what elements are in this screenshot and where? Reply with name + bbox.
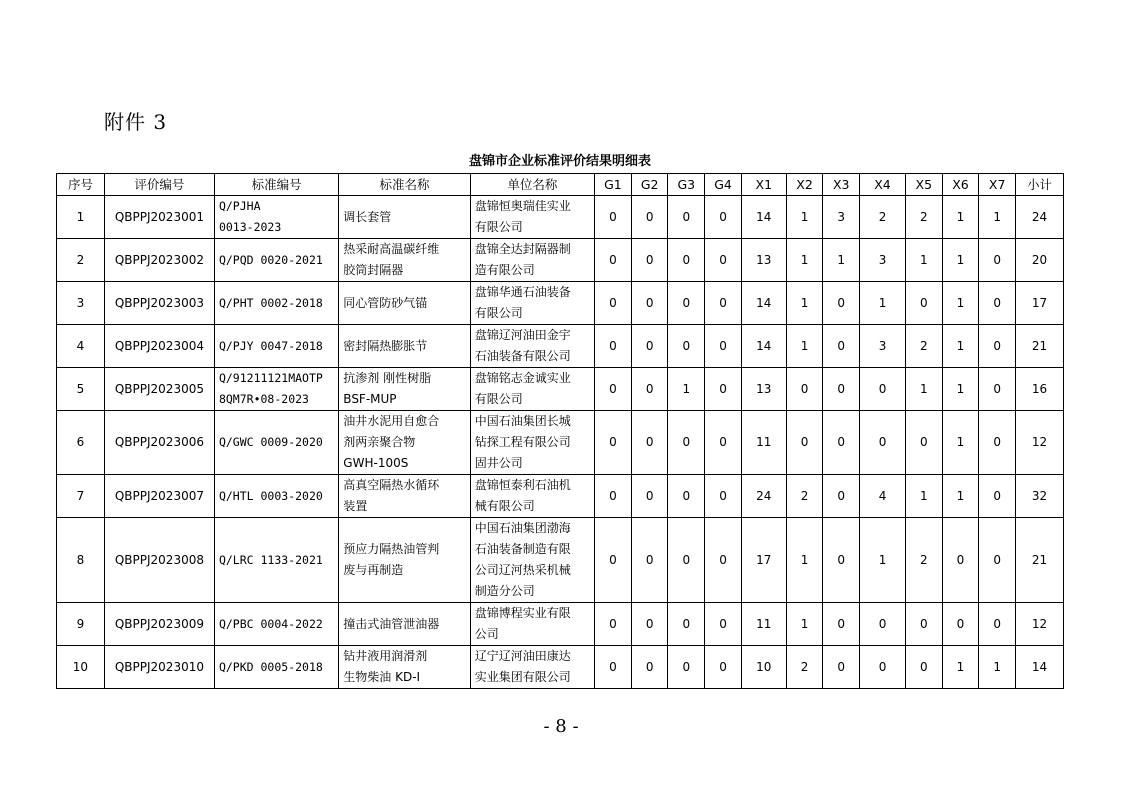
table-cell: [470, 603, 594, 646]
table-cell: [470, 411, 594, 475]
table-cell: 1: [942, 475, 979, 518]
cell-line: 生物柴油 KD-I: [343, 670, 421, 684]
table-cell: 0: [595, 196, 632, 239]
column-header: 标准名称: [339, 174, 470, 196]
table-cell: 13: [741, 368, 786, 411]
table-cell: 0: [823, 368, 860, 411]
column-header: G1: [595, 174, 632, 196]
table-cell: [339, 325, 470, 368]
table-cell: 0: [668, 646, 705, 689]
table-cell: QBPPJ2023010: [104, 646, 214, 689]
table-cell: QBPPJ2023007: [104, 475, 214, 518]
cell-line: BSF-MUP: [343, 392, 397, 406]
table-cell: 1: [942, 368, 979, 411]
table-cell: 1: [786, 603, 823, 646]
table-cell: [339, 282, 470, 325]
table-cell: 14: [741, 196, 786, 239]
table-cell: 1: [860, 282, 906, 325]
column-header: X4: [860, 174, 906, 196]
table-cell: 16: [1016, 368, 1064, 411]
table-cell: [470, 282, 594, 325]
column-header: X7: [979, 174, 1016, 196]
table-cell: 24: [1016, 196, 1064, 239]
table-cell: 0: [705, 196, 742, 239]
cell-line: 撞击式油管泄油器: [343, 616, 440, 631]
table-row: [57, 239, 1064, 282]
table-cell: 4: [860, 475, 906, 518]
table-cell: 1: [942, 646, 979, 689]
table-cell: 2: [786, 475, 823, 518]
table-cell: 0: [860, 368, 906, 411]
table-cell: 0: [905, 282, 942, 325]
table-cell: 21: [1016, 518, 1064, 603]
table-cell: 0: [979, 475, 1016, 518]
table-cell: [470, 518, 594, 603]
table-cell: [214, 325, 338, 368]
table-row: [57, 368, 1064, 411]
table-cell: 0: [595, 239, 632, 282]
table-cell: 0: [786, 411, 823, 475]
cell-line: 盘锦辽河油田金宇: [474, 328, 571, 342]
table-cell: 8: [57, 518, 105, 603]
table-cell: 1: [942, 196, 979, 239]
cell-line: 预应力隔热油管判: [343, 542, 440, 556]
table-cell: 0: [979, 518, 1016, 603]
table-cell: QBPPJ2023001: [104, 196, 214, 239]
table-cell: 0: [705, 368, 742, 411]
cell-line: 械有限公司: [474, 499, 535, 513]
table-cell: 0: [595, 368, 632, 411]
table-cell: 0: [979, 411, 1016, 475]
table-cell: [214, 475, 338, 518]
table-cell: [470, 196, 594, 239]
table-cell: 1: [668, 368, 705, 411]
table-cell: 2: [905, 325, 942, 368]
table-cell: QBPPJ2023005: [104, 368, 214, 411]
table-cell: [214, 518, 338, 603]
cell-line: 盘锦博程实业有限: [474, 606, 571, 620]
table-row: [57, 411, 1064, 475]
table-cell: 1: [905, 368, 942, 411]
table-cell: 1: [942, 325, 979, 368]
cell-line: Q/PJY 0047-2018: [218, 338, 323, 353]
table-cell: 7: [57, 475, 105, 518]
table-cell: 4: [57, 325, 105, 368]
table-cell: 2: [905, 196, 942, 239]
table-cell: QBPPJ2023002: [104, 239, 214, 282]
table-cell: 1: [823, 239, 860, 282]
table-cell: [214, 368, 338, 411]
table-cell: 0: [668, 518, 705, 603]
cell-line: 制造分公司: [474, 584, 535, 598]
cell-line: 钻探工程有限公司: [474, 435, 571, 449]
table-cell: 0: [668, 282, 705, 325]
table-cell: [339, 239, 470, 282]
table-cell: 0: [595, 282, 632, 325]
table-cell: 14: [1016, 646, 1064, 689]
table-cell: 0: [705, 411, 742, 475]
cell-line: 固井公司: [474, 456, 523, 470]
table-cell: [339, 603, 470, 646]
table-cell: 0: [595, 518, 632, 603]
table-cell: 1: [860, 518, 906, 603]
cell-line: 盘锦恒泰利石油机: [474, 478, 571, 492]
table-cell: 0: [823, 646, 860, 689]
table-cell: 0: [905, 646, 942, 689]
table-cell: 0: [668, 325, 705, 368]
column-header: X3: [823, 174, 860, 196]
table-cell: 0: [631, 368, 668, 411]
table-cell: 1: [979, 646, 1016, 689]
table-cell: 0: [631, 475, 668, 518]
column-header: 评价编号: [104, 174, 214, 196]
table-row: [57, 475, 1064, 518]
table-cell: QBPPJ2023003: [104, 282, 214, 325]
table-cell: 0: [823, 411, 860, 475]
table-cell: [470, 239, 594, 282]
cell-line: 有限公司: [474, 220, 523, 234]
table-cell: QBPPJ2023009: [104, 603, 214, 646]
cell-line: Q/LRC 1133-2021: [218, 552, 323, 567]
cell-line: 8QM7R•08-2023: [218, 392, 309, 406]
table-cell: 0: [595, 411, 632, 475]
cell-line: 钻井液用润滑剂: [343, 649, 428, 663]
table-cell: 0: [668, 196, 705, 239]
table-cell: [214, 646, 338, 689]
table-cell: 6: [57, 411, 105, 475]
table-cell: 3: [57, 282, 105, 325]
table-cell: 2: [57, 239, 105, 282]
cell-line: 石油装备制造有限: [474, 542, 571, 556]
table-cell: 0: [979, 368, 1016, 411]
table-cell: 0: [668, 239, 705, 282]
table-cell: 9: [57, 603, 105, 646]
table-cell: QBPPJ2023004: [104, 325, 214, 368]
cell-line: GWH-100S: [343, 456, 409, 470]
table-cell: 0: [631, 646, 668, 689]
table-cell: 1: [942, 411, 979, 475]
cell-line: 高真空隔热水循环: [343, 478, 440, 492]
cell-line: 剂两亲聚合物: [343, 435, 416, 449]
table-cell: [339, 646, 470, 689]
table-cell: 0: [860, 646, 906, 689]
cell-line: 公司: [474, 627, 499, 641]
table-cell: 1: [786, 196, 823, 239]
table-cell: [470, 646, 594, 689]
cell-line: Q/GWC 0009-2020: [218, 435, 323, 449]
cell-line: 石油装备有限公司: [474, 349, 571, 363]
table-cell: 1: [786, 518, 823, 603]
table-cell: 2: [860, 196, 906, 239]
table-cell: 0: [823, 325, 860, 368]
table-row: [57, 646, 1064, 689]
table-cell: 0: [905, 411, 942, 475]
cell-line: Q/PHT 0002-2018: [218, 295, 323, 310]
cell-line: 中国石油集团渤海: [474, 521, 571, 535]
table-cell: 12: [1016, 411, 1064, 475]
cell-line: 油井水泥用自愈合: [343, 414, 440, 428]
cell-line: Q/91211121MAOTP: [218, 371, 323, 385]
table-cell: 2: [905, 518, 942, 603]
table-cell: 0: [705, 282, 742, 325]
table-cell: [339, 518, 470, 603]
table-cell: 0: [942, 603, 979, 646]
cell-line: 盘锦铭志金诚实业: [474, 371, 571, 385]
table-cell: QBPPJ2023006: [104, 411, 214, 475]
table-cell: 1: [905, 475, 942, 518]
table-cell: QBPPJ2023008: [104, 518, 214, 603]
table-cell: 0: [942, 518, 979, 603]
table-cell: [214, 603, 338, 646]
table-cell: 0: [823, 518, 860, 603]
column-header: G3: [668, 174, 705, 196]
table-cell: 17: [1016, 282, 1064, 325]
table-cell: 1: [786, 325, 823, 368]
evaluation-results-table: [56, 173, 1064, 689]
table-cell: 0: [631, 411, 668, 475]
cell-line: 有限公司: [474, 306, 523, 320]
table-cell: 0: [631, 239, 668, 282]
table-cell: [339, 475, 470, 518]
table-cell: 1: [942, 282, 979, 325]
column-header: G4: [705, 174, 742, 196]
table-cell: 11: [741, 411, 786, 475]
column-header: X5: [905, 174, 942, 196]
table-cell: 32: [1016, 475, 1064, 518]
table-cell: 0: [823, 282, 860, 325]
table-cell: 0: [705, 475, 742, 518]
table-cell: 0: [979, 603, 1016, 646]
cell-line: 造有限公司: [474, 263, 535, 277]
table-row: [57, 325, 1064, 368]
table-cell: 0: [668, 475, 705, 518]
table-cell: 1: [979, 196, 1016, 239]
table-cell: 17: [741, 518, 786, 603]
table-cell: 0: [823, 603, 860, 646]
table-title: 盘锦市企业标准评价结果明细表: [468, 154, 651, 169]
table-row: [57, 518, 1064, 603]
table-cell: 14: [741, 325, 786, 368]
cell-line: 同心管防砂气锚: [343, 295, 428, 310]
cell-line: Q/PKD 0005-2018: [218, 659, 323, 674]
cell-line: 盘锦恒奥瑞佳实业: [474, 199, 571, 213]
column-header: X6: [942, 174, 979, 196]
table-cell: [339, 196, 470, 239]
table-cell: 24: [741, 475, 786, 518]
table-cell: 1: [786, 282, 823, 325]
table-cell: 0: [705, 603, 742, 646]
column-header: X1: [741, 174, 786, 196]
table-cell: 0: [705, 239, 742, 282]
table-cell: 21: [1016, 325, 1064, 368]
table-cell: 0: [668, 411, 705, 475]
table-row: [57, 603, 1064, 646]
table-cell: 3: [823, 196, 860, 239]
column-header: 小计: [1016, 174, 1064, 196]
table-cell: 0: [631, 282, 668, 325]
attachment-label: 附件 3: [104, 110, 168, 134]
table-cell: [214, 282, 338, 325]
table-cell: 0: [631, 325, 668, 368]
table-row: [57, 282, 1064, 325]
table-cell: [214, 196, 338, 239]
table-cell: 0: [979, 325, 1016, 368]
table-cell: 20: [1016, 239, 1064, 282]
table-cell: 0: [705, 646, 742, 689]
table-cell: 5: [57, 368, 105, 411]
table-cell: 3: [860, 325, 906, 368]
cell-line: 装置: [343, 499, 368, 513]
column-header: 单位名称: [470, 174, 594, 196]
cell-line: 辽宁辽河油田康达: [474, 649, 571, 663]
table-cell: 0: [595, 603, 632, 646]
table-cell: 12: [1016, 603, 1064, 646]
table-cell: 0: [631, 518, 668, 603]
column-header: 标准编号: [214, 174, 338, 196]
table-cell: [214, 411, 338, 475]
cell-line: Q/PBC 0004-2022: [218, 616, 323, 631]
table-cell: 0: [668, 603, 705, 646]
table-cell: 0: [705, 325, 742, 368]
table-cell: 0: [595, 646, 632, 689]
cell-line: 热采耐高温碳纤维: [343, 242, 440, 256]
table-cell: 13: [741, 239, 786, 282]
cell-line: 中国石油集团长城: [474, 414, 571, 428]
table-cell: 0: [860, 411, 906, 475]
table-cell: 1: [942, 239, 979, 282]
cell-line: 抗渗剂 刚性树脂: [343, 371, 432, 385]
table-cell: 1: [57, 196, 105, 239]
column-header: G2: [631, 174, 668, 196]
table-cell: 0: [860, 603, 906, 646]
table-cell: 1: [905, 239, 942, 282]
cell-line: 盘锦华通石油装备: [474, 285, 571, 299]
cell-line: Q/HTL 0003-2020: [218, 488, 323, 503]
cell-line: 密封隔热膨胀节: [343, 338, 428, 353]
table-cell: 3: [860, 239, 906, 282]
table-cell: [470, 475, 594, 518]
cell-line: 废与再制造: [343, 563, 404, 577]
page-number: - 8 -: [543, 716, 579, 737]
cell-line: 有限公司: [474, 392, 523, 406]
table-cell: 0: [979, 282, 1016, 325]
cell-line: 0013-2023: [218, 220, 282, 234]
cell-line: 公司辽河热采机械: [474, 563, 571, 577]
table-cell: 0: [595, 325, 632, 368]
table-cell: [470, 368, 594, 411]
table-cell: 0: [631, 603, 668, 646]
table-cell: [470, 325, 594, 368]
table-cell: [214, 239, 338, 282]
table-cell: 11: [741, 603, 786, 646]
table-header-row: [57, 174, 1064, 196]
table-cell: 10: [741, 646, 786, 689]
table-cell: 0: [631, 196, 668, 239]
table-cell: 10: [57, 646, 105, 689]
cell-line: 实业集团有限公司: [474, 670, 571, 684]
table-cell: 0: [823, 475, 860, 518]
column-header: X2: [786, 174, 823, 196]
table-cell: [339, 368, 470, 411]
cell-line: Q/PJHA: [218, 199, 261, 213]
table-cell: 2: [786, 646, 823, 689]
table-cell: 0: [595, 475, 632, 518]
table-cell: 0: [705, 518, 742, 603]
table-cell: 0: [905, 603, 942, 646]
cell-line: Q/PQD 0020-2021: [218, 252, 323, 267]
cell-line: 调长套管: [343, 209, 392, 224]
table-cell: 1: [786, 239, 823, 282]
cell-line: 胶筒封隔器: [343, 263, 404, 277]
cell-line: 盘锦全达封隔器制: [474, 242, 571, 256]
table-row: [57, 196, 1064, 239]
table-cell: 0: [786, 368, 823, 411]
column-header: 序号: [57, 174, 105, 196]
table-cell: 0: [979, 239, 1016, 282]
table-cell: 14: [741, 282, 786, 325]
table-cell: [339, 411, 470, 475]
